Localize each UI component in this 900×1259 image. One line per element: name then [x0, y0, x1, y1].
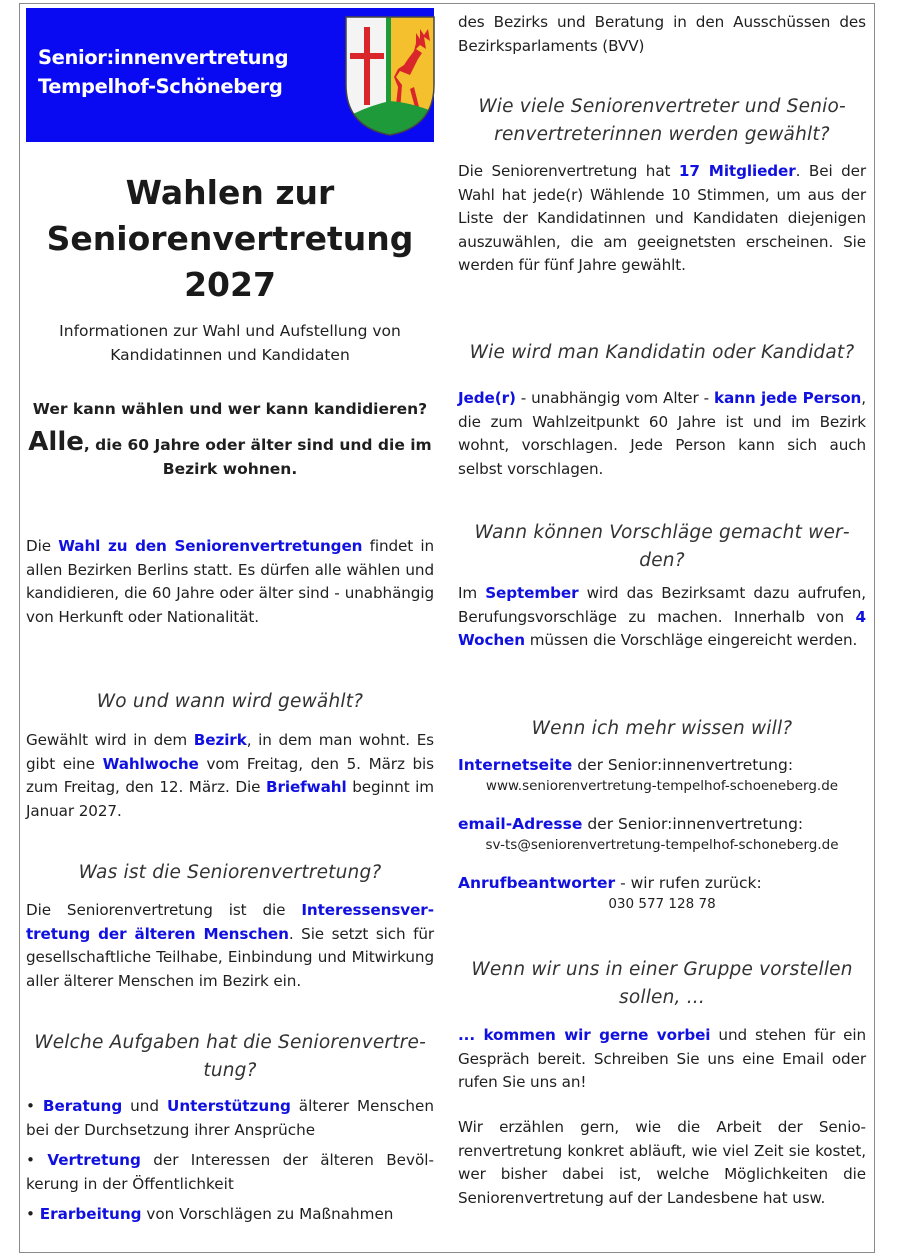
tasks-continuation: des Bezirks und Beratung in den Ausschüssen des Bezirksparlaments (BVV)	[458, 13, 866, 55]
where-when-paragraph	[26, 729, 434, 823]
candidate-paragraph	[458, 387, 866, 481]
text: der Interessen der älteren Bevölkerung in der Öffentlichkeit	[26, 1151, 435, 1193]
highlight: email-Adresse	[458, 815, 583, 833]
what-is-heading: Was ist die Seniorenvertretung?	[78, 862, 382, 883]
highlight: Erarbeitung	[39, 1205, 142, 1223]
tasks-list	[26, 1095, 434, 1227]
bullet-icon: •	[26, 1151, 48, 1169]
task-item	[26, 1203, 434, 1227]
text: - unabhängig vom Alter -	[515, 389, 714, 407]
bullet-icon: •	[26, 1097, 43, 1115]
who-answer-text: , die 60 Jahre oder älter sind und die im Bezirk wohnen.	[83, 436, 432, 478]
task-item	[26, 1095, 434, 1142]
groups-heading: Wenn wir uns in einer Gruppe vorstellen sollen, ...	[471, 959, 853, 1008]
title-line-2: Seniorenvertretung	[46, 219, 414, 258]
page-title	[26, 170, 434, 308]
text: . Sie setzt sich für gesellschaftliche Teilhabe, Einbindung und Mitwirkung aller älterer Menschen im Bezirk ein.	[26, 924, 435, 990]
contact-block	[458, 755, 866, 914]
who-answer	[26, 427, 434, 481]
banner-title	[38, 43, 288, 101]
text: - wir rufen zurück:	[615, 874, 762, 892]
text: , die zum Wahlzeitpunkt 60 Jahre ist und im Bezirk wohnt, vorschlagen. Jede Person kann sich auch selbst vorschlagen.	[458, 389, 866, 478]
subtitle: Informationen zur Wahl und Aufstellung von Kandidatinnen und Kandidaten	[59, 322, 401, 364]
highlight: Unterstützung	[166, 1097, 291, 1115]
highlight: Vertretung	[47, 1151, 141, 1169]
proposals-heading: Wann können Vorschläge gemacht werden?	[474, 522, 850, 571]
proposals-paragraph	[458, 582, 866, 653]
text: müssen die Vorschläge eingereicht werden.	[524, 631, 858, 649]
highlight: Anrufbeantworter	[458, 874, 616, 892]
title-line-1: Wahlen zur	[125, 173, 335, 212]
email-label	[458, 814, 866, 835]
text: und stehen für ein Gespräch bereit. Schreiben Sie uns eine Email oder rufen Sie uns an!	[458, 1026, 866, 1091]
text: der Senior:innenvertretung:	[582, 815, 804, 833]
phone-label	[458, 873, 866, 894]
banner-line-1: Senior:innenvertretung	[38, 46, 289, 69]
where-when-heading: Wo und wann wird gewählt?	[96, 691, 364, 712]
text: Im	[458, 584, 486, 602]
text: wird das Bezirksamt dazu aufrufen, Berufungsvorschläge zu machen. Innerhalb von	[458, 584, 866, 626]
banner-line-2: Tempelhof-Schöneberg	[38, 75, 283, 98]
what-is-paragraph	[26, 899, 434, 993]
coat-of-arms-icon	[344, 15, 436, 137]
highlight-4-wochen: 4 Wochen	[458, 607, 866, 649]
groups-paragraph-2: Wir erzählen gern, wie die Arbeit der Seniorenvertretung konkret abläuft, wie viel Zeit sie kostet, wer bisher dabei ist, welche Möglichkeiten die Seniorenvertretung auf der Landesbene hat usw.	[458, 1118, 866, 1207]
how-many-paragraph	[458, 160, 866, 278]
bullet-icon: •	[26, 1205, 40, 1223]
highlight: Jede(r)	[458, 389, 516, 407]
text: Die Seniorenvertretung ist die	[26, 901, 302, 919]
email-link[interactable]: sv-ts@seniorenvertretung-tempelhof-schoneberg.de	[485, 837, 839, 853]
text: älterer Menschen bei der Durchsetzung ihrer Ansprüche	[26, 1097, 434, 1139]
text: der Senior:innenvertretung:	[572, 756, 794, 774]
who-answer-emphasis: Alle	[28, 427, 84, 457]
highlight-september: September	[485, 584, 579, 602]
text: und	[122, 1097, 167, 1115]
highlight: Internetseite	[458, 756, 573, 774]
title-line-3: 2027	[184, 265, 276, 304]
candidate-heading: Wie wird man Kandidatin oder Kandidat?	[469, 342, 855, 363]
highlight-members: 17 Mitglieder	[678, 162, 796, 180]
highlight: ... kommen wir gerne vorbei	[458, 1026, 711, 1044]
more-info-heading: Wenn ich mehr wissen will?	[531, 718, 793, 739]
intro-paragraph	[26, 535, 434, 629]
website-link[interactable]: www.seniorenvertretung-tempelhof-schoeneberg.de	[485, 778, 839, 794]
phone-number[interactable]: 030 577 128 78	[608, 896, 716, 912]
text: Die Seniorenvertretung hat	[458, 162, 679, 180]
intro-text-rest: findet in allen Bezirken Berlins statt. Es dürfen alle wählen und kandidieren, die 60 Jahre oder älter sind - unabhängig von Herkunft oder Nationalität.	[26, 537, 434, 626]
intro-text: Die	[26, 537, 59, 555]
who-question: Wer kann wählen und wer kann kandidieren?	[32, 400, 428, 418]
website-label	[458, 755, 866, 776]
highlight-wahlwoche: Wahlwoche	[102, 754, 199, 773]
how-many-heading: Wie viele Seniorenvertreter und Seniorenvertreterinnen werden gewählt?	[478, 96, 846, 145]
text: . Bei der Wahl hat jede(r) Wählende 10 Stimmen, um aus der Liste der Kandidatinnen und Kandidaten diejenigen auszuwählen, die am geeignetsten erscheinen. Sie werden für fünf Jahre gewählt.	[458, 162, 866, 274]
intro-highlight: Wahl zu den Seniorenvertretungen	[58, 537, 363, 555]
task-item	[26, 1149, 434, 1196]
highlight-interessensvertretung: Interessensvertretung der älteren Menschen	[26, 901, 434, 943]
text: von Vorschlägen zu Maßnahmen	[141, 1205, 394, 1223]
highlight: Beratung	[42, 1097, 123, 1115]
header-banner	[26, 8, 434, 142]
text: beginnt im Januar 2027.	[26, 778, 434, 820]
text: , in dem man wohnt. Es gibt eine	[26, 731, 434, 773]
text: vom Freitag, den 5. März bis zum Freitag, den 12. März. Die	[26, 754, 434, 796]
groups-paragraph	[458, 1024, 866, 1095]
highlight: kann jede Person	[713, 389, 862, 407]
text: Gewählt wird in dem	[26, 731, 194, 749]
highlight-briefwahl: Briefwahl	[265, 778, 347, 796]
tasks-heading: Welche Aufgaben hat die Seniorenvertretung?	[34, 1032, 426, 1081]
highlight-bezirk: Bezirk	[193, 731, 247, 749]
